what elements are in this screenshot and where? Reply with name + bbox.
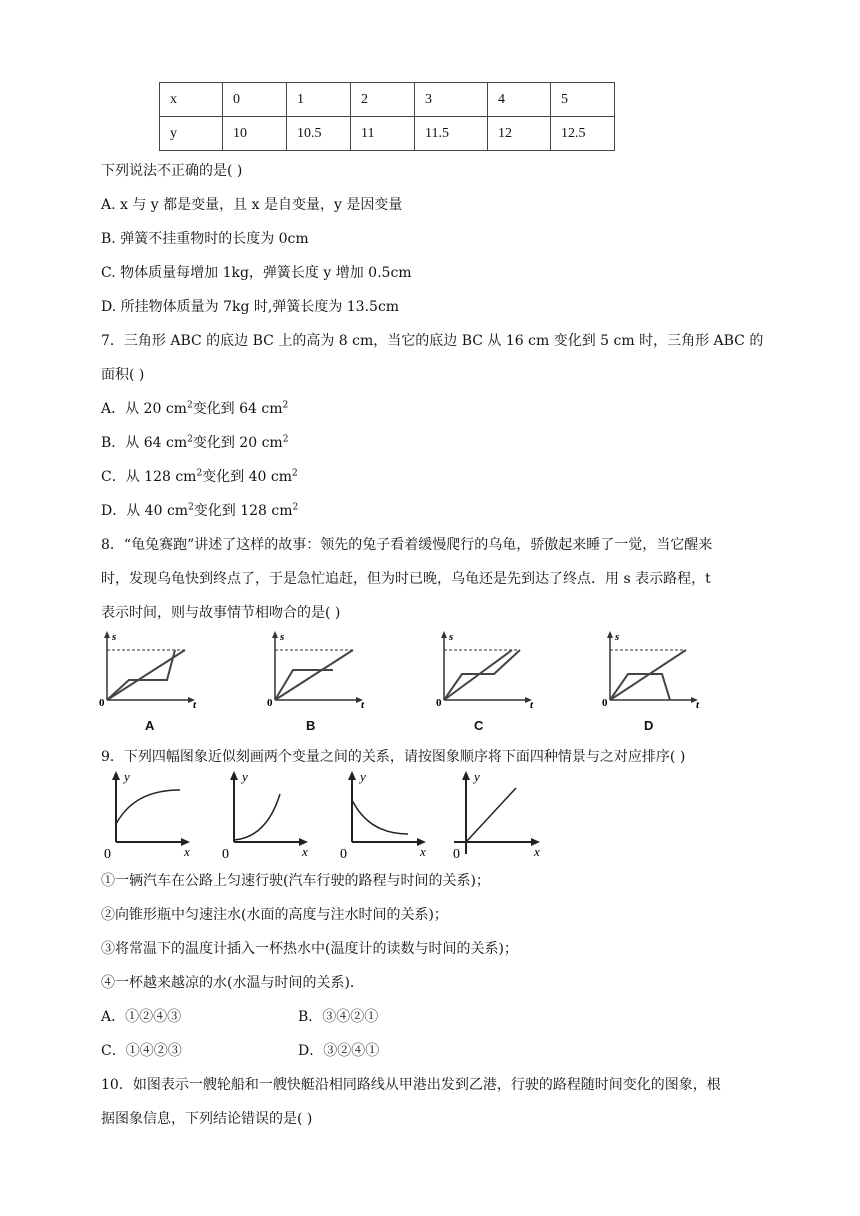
q8-graph-c-label: C (474, 718, 484, 733)
q9-item-1: ①一辆汽车在公路上匀速行驶(汽车行驶的路程与时间的关系)； (101, 873, 490, 889)
table-cell: 4 (488, 83, 551, 117)
table-cell: 5 (551, 83, 615, 117)
origin-label: 0 (104, 847, 111, 862)
axis-label-s: s (280, 631, 285, 643)
table-cell: 0 (223, 83, 287, 117)
axis-label-x: x (184, 844, 190, 859)
q8-graph-c (432, 628, 542, 708)
q8-graph-b (263, 628, 373, 708)
table-cell: 11.5 (415, 117, 488, 151)
q8-stem-line3: 表示时间，则与故事情节相吻合的是( ) (101, 605, 341, 621)
origin-label: 0 (340, 847, 347, 862)
q8-graph-d-label: D (644, 718, 654, 733)
table-cell: y (160, 117, 223, 151)
table-cell: x (160, 83, 223, 117)
axis-label-t: t (530, 699, 534, 708)
q8-graph-a (95, 628, 205, 708)
q9-item-2: ②向锥形瓶中匀速注水(水面的高度与注水时间的关系)； (101, 907, 448, 923)
q9-option-d: D．③②④① (298, 1043, 380, 1059)
axis-label-y: y (360, 769, 366, 784)
table-cell: 12.5 (551, 117, 615, 151)
q6-option-a: A. x 与 y 都是变量，且 x 是自变量，y 是因变量 (101, 197, 403, 213)
q6-option-d: D. 所挂物体质量为 7kg 时,弹簧长度为 13.5cm (101, 299, 400, 315)
axis-label-s: s (449, 631, 454, 643)
q9-graph-4 (450, 768, 550, 862)
axis-label-x: x (420, 844, 426, 859)
q9-option-b: B．③④②① (298, 1009, 379, 1025)
q9-option-a: A．①②④③ (101, 1009, 182, 1025)
axis-label-x: x (302, 844, 308, 859)
origin-label: 0 (436, 697, 442, 708)
table-cell: 1 (287, 83, 351, 117)
q9-item-3: ③将常温下的温度计插入一杯热水中(温度计的读数与时间的关系)； (101, 941, 518, 957)
table-cell: 10 (223, 117, 287, 151)
q8-graph-a-label: A (145, 718, 155, 733)
axis-label-y: y (124, 769, 130, 784)
axis-label-s: s (615, 631, 620, 643)
axis-label-y: y (474, 769, 480, 784)
origin-label: 0 (453, 847, 460, 862)
q9-graph-3 (336, 768, 436, 862)
table-row (160, 83, 615, 117)
q9-stem: 9．下列四幅图象近似刻画两个变量之间的关系，请按图象顺序将下面四种情景与之对应排序( ) (101, 749, 686, 765)
axis-label-y: y (242, 769, 248, 784)
q7-option-b: B．从 64 $cm^2$变化到 20 $cm^2$ (101, 434, 289, 451)
axis-label-x: x (534, 844, 540, 859)
table-cell: 11 (351, 117, 415, 151)
axis-label-t: t (696, 699, 700, 708)
q6-option-c: C. 物体质量每增加 1kg，弹簧长度 y 增加 0.5cm (101, 265, 412, 281)
table-cell: 2 (351, 83, 415, 117)
q7-option-a: A．从 20 $cm^2$变化到 64 $cm^2$ (101, 400, 289, 417)
q8-stem-line2: 时，发现乌龟快到终点了，于是急忙追赶，但为时已晚，乌龟还是先到达了终点．用 s 表示路程，t (101, 571, 711, 587)
q9-graph-2 (218, 768, 318, 862)
q8-graph-d (598, 628, 708, 708)
q7-option-c: C．从 128 $cm^2$变化到 40 $cm^2$ (101, 468, 298, 485)
q7-stem-line1: 7．三角形 ABC 的底边 BC 上的高为 8 cm，当它的底边 BC 从 16 cm 变化到 5 cm 时，三角形 ABC 的 (101, 333, 764, 349)
q7-option-d: D．从 40 $cm^2$变化到 128 $cm^2$ (101, 502, 299, 519)
q9-graph-1 (100, 768, 200, 862)
q9-item-4: ④一杯越来越凉的水(水温与时间的关系)． (101, 975, 364, 991)
table-cell: 12 (488, 117, 551, 151)
xy-table (159, 82, 615, 151)
q10-stem-line1: 10．如图表示一艘轮船和一艘快艇沿相同路线从甲港出发到乙港，行驶的路程随时间变化的图象，根 (101, 1077, 721, 1093)
origin-label: 0 (99, 697, 105, 708)
q10-stem-line2: 据图象信息，下列结论错误的是( ) (101, 1111, 313, 1127)
axis-label-t: t (361, 699, 365, 708)
origin-label: 0 (267, 697, 273, 708)
table-cell: 3 (415, 83, 488, 117)
q6-option-b: B. 弹簧不挂重物时的长度为 0cm (101, 231, 309, 247)
table-row (160, 117, 615, 151)
table-cell: 10.5 (287, 117, 351, 151)
origin-label: 0 (602, 697, 608, 708)
q7-stem-line2: 面积( ) (101, 367, 145, 383)
q8-stem-line1: 8．“龟兔赛跑”讲述了这样的故事：领先的兔子看着缓慢爬行的乌龟，骄傲起来睡了一觉，当它醒来 (101, 537, 713, 553)
q8-graph-b-label: B (306, 718, 316, 733)
q9-option-c: C．①④②③ (101, 1043, 182, 1059)
origin-label: 0 (222, 847, 229, 862)
q6-stem: 下列说法不正确的是( ) (101, 163, 243, 179)
axis-label-s: s (112, 631, 117, 643)
axis-label-t: t (193, 699, 197, 708)
